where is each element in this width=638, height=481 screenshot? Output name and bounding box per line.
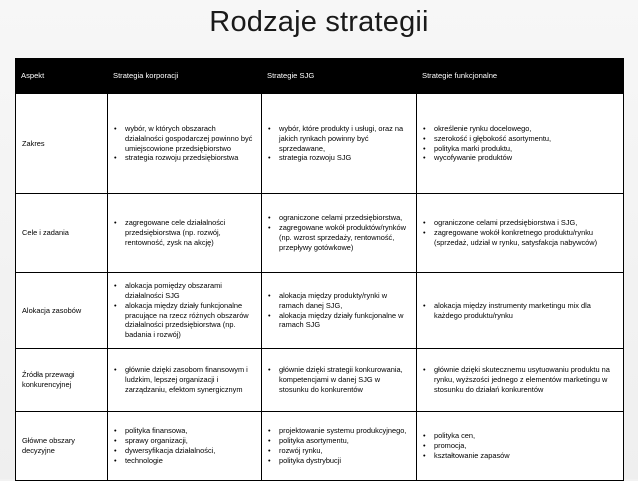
bullet-item: • głównie dzięki strategii konkurowania, kompetencjami w danej SJG w stosunku do konkurentów — [267, 365, 411, 394]
bullet-list — [113, 365, 256, 394]
cell-sjg — [262, 412, 417, 481]
bullet-item: • technologie — [113, 456, 256, 466]
header-strategia-korporacji: Strategia korporacji — [108, 59, 262, 94]
table-header-row — [16, 59, 624, 94]
bullet-item: • alokacja między działy funkcjonalne w ramach SJG — [267, 311, 411, 331]
cell-funkcjonalne — [417, 94, 624, 194]
bullet-item: • zagregowane cele działalności przedsiębiorstwa (np. rozwój, rentowność, zysk na akcję) — [113, 218, 256, 247]
bullet-item: • polityka marki produktu, — [422, 144, 618, 154]
table-row — [16, 412, 624, 481]
bullet-item: • kształtowanie zapasów — [422, 451, 618, 461]
bullet-item: • alokacja między instrumenty marketingu mix dla każdego produktu/rynku — [422, 301, 618, 321]
bullet-item: • ograniczone celami przedsiębiorstwa, — [267, 213, 411, 223]
bullet-item: • głównie dzięki zasobom finansowym i ludzkim, lepszej organizacji i zarządzaniu, efektom synergicznym — [113, 365, 256, 394]
bullet-item: • dywersyfikacja działalności, — [113, 446, 256, 456]
bullet-item: • sprawy organizacji, — [113, 436, 256, 446]
aspect-cell: Cele i zadania — [16, 194, 108, 273]
header-aspekt: Aspekt — [16, 59, 108, 94]
bullet-list — [113, 124, 256, 163]
bullet-list — [267, 291, 411, 330]
bullet-list — [267, 124, 411, 163]
bullet-item: • wybór, które produkty i usługi, oraz na jakich rynkach powinny być sprzedawane, — [267, 124, 411, 153]
bullet-item: • alokacja pomiędzy obszarami działalności SJG — [113, 281, 256, 301]
bullet-item: • szerokość i głębokość asortymentu, — [422, 134, 618, 144]
cell-sjg — [262, 349, 417, 412]
bullet-item: • projektowanie systemu produkcyjnego, — [267, 426, 411, 436]
cell-sjg — [262, 273, 417, 349]
table-row — [16, 194, 624, 273]
cell-funkcjonalne — [417, 412, 624, 481]
bullet-item: • polityka dystrybucji — [267, 456, 411, 466]
header-strategie-funkcjonalne: Strategie funkcjonalne — [417, 59, 624, 94]
bullet-list — [422, 431, 618, 460]
header-strategie-sjg: Strategie SJG — [262, 59, 417, 94]
cell-funkcjonalne — [417, 349, 624, 412]
bullet-list — [422, 218, 618, 247]
table-row — [16, 94, 624, 194]
bullet-list — [267, 426, 411, 465]
bullet-item: • promocja, — [422, 441, 618, 451]
bullet-list — [422, 365, 618, 394]
aspect-cell: Alokacja zasobów — [16, 273, 108, 349]
bullet-item: • określenie rynku docelowego, — [422, 124, 618, 134]
aspect-cell: Źródła przewagi konkurencyjnej — [16, 349, 108, 412]
bullet-item: • wybór, w których obszarach działalności gospodarczej powinno być umiejscowione przedsiębiorstwo — [113, 124, 256, 153]
cell-korporacji — [108, 194, 262, 273]
bullet-item: • polityka asortymentu, — [267, 436, 411, 446]
bullet-list — [113, 218, 256, 247]
strategy-table — [15, 58, 624, 481]
bullet-item: • strategia rozwoju SJG — [267, 153, 411, 163]
bullet-item: • rozwój rynku, — [267, 446, 411, 456]
cell-korporacji — [108, 273, 262, 349]
cell-funkcjonalne — [417, 273, 624, 349]
bullet-item: • strategia rozwoju przedsiębiorstwa — [113, 153, 256, 163]
aspect-cell: Główne obszary decyzyjne — [16, 412, 108, 481]
table-row — [16, 349, 624, 412]
bullet-item: • polityka cen, — [422, 431, 618, 441]
bullet-item: • zagregowane wokół produktów/rynków (np. wzrost sprzedaży, rentowność, przepływy gotówkowe) — [267, 223, 411, 252]
cell-korporacji — [108, 412, 262, 481]
table-row — [16, 273, 624, 349]
bullet-item: • ograniczone celami przedsiębiorstwa i SJG, — [422, 218, 618, 228]
bullet-item: • alokacja między działy funkcjonalne pracujące na rzecz różnych obszarów działalności przedsiębiorstwa (np. badania i rozwój) — [113, 301, 256, 340]
cell-funkcjonalne — [417, 194, 624, 273]
cell-korporacji — [108, 349, 262, 412]
bullet-list — [113, 426, 256, 465]
slide-title: Rodzaje strategii — [209, 6, 429, 38]
cell-sjg — [262, 94, 417, 194]
bullet-item: • głównie dzięki skutecznemu usytuowaniu produktu na rynku, wyższości jednego z elementów marketingu w stosunku do działań konkurentów — [422, 365, 618, 394]
bullet-list — [113, 281, 256, 340]
aspect-cell: Zakres — [16, 94, 108, 194]
bullet-item: • polityka finansowa, — [113, 426, 256, 436]
cell-sjg — [262, 194, 417, 273]
bullet-list — [267, 213, 411, 252]
bullet-item: • zagregowane wokół konkretnego produktu/rynku (sprzedaż, udział w rynku, satysfakcja nabywców) — [422, 228, 618, 248]
bullet-item: • wycofywanie produktów — [422, 153, 618, 163]
bullet-item: • alokacja między produkty/rynki w ramach danej SJG, — [267, 291, 411, 311]
cell-korporacji — [108, 94, 262, 194]
bullet-list — [267, 365, 411, 394]
bullet-list — [422, 301, 618, 321]
bullet-list — [422, 124, 618, 163]
